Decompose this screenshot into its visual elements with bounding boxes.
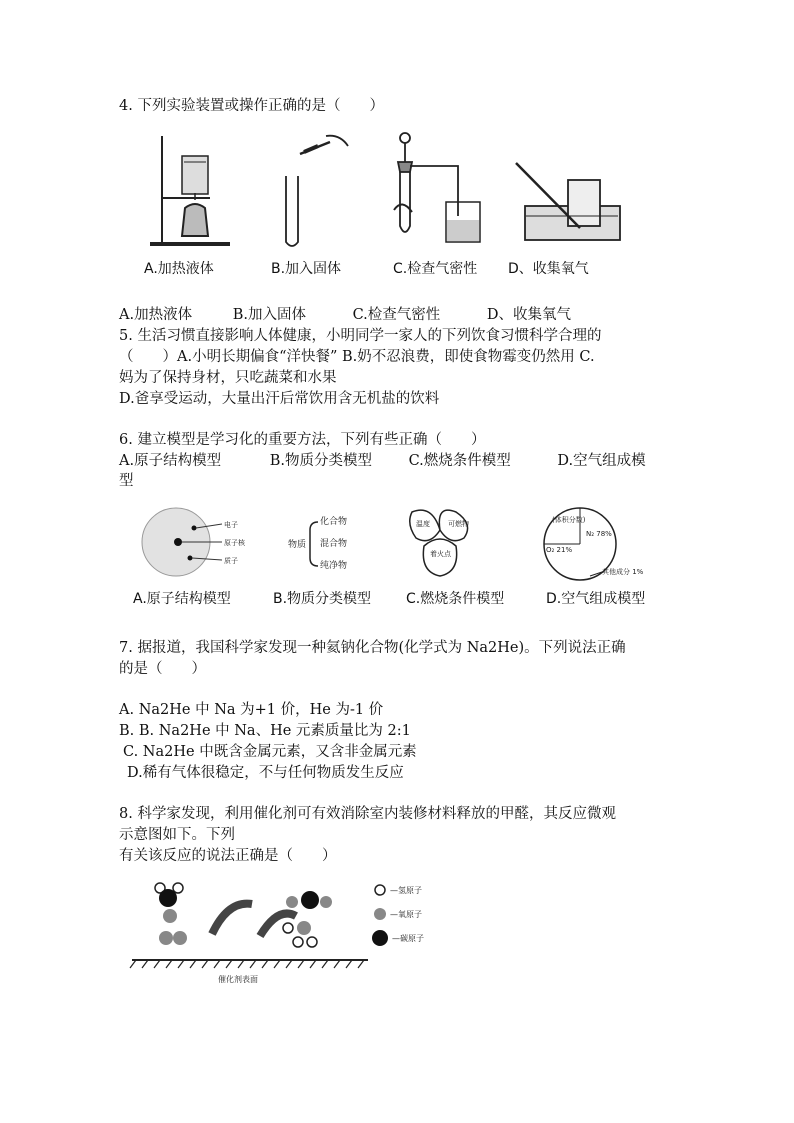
apparatus-airtightness (394, 133, 480, 242)
q6-option-b: B.物质分类模型 (269, 453, 372, 469)
svg-text:混合物: 混合物 (320, 539, 348, 549)
svg-text:其他成分 1%: 其他成分 1% (602, 568, 644, 576)
svg-text:(体积分数): (体积分数) (552, 516, 586, 524)
q6-options (119, 451, 646, 471)
q6-option-c: C.燃烧条件模型 (408, 453, 511, 469)
q4-caption-a: A.加热液体 (144, 261, 214, 277)
svg-text:—氧原子: —氧原子 (390, 910, 422, 919)
svg-text:着火点: 着火点 (430, 550, 451, 558)
q4-figure (140, 128, 640, 253)
q4-option-d: D、收集氧气 (486, 307, 572, 323)
q4-option-a: A.加热液体 (119, 307, 193, 323)
q7-option-a: A. Na2He 中 Na 为+1 价，He 为-1 价 (119, 702, 384, 718)
apparatus-collect-oxygen (516, 163, 620, 240)
q6-caption-b: B.物质分类模型 (273, 591, 372, 607)
svg-text:—碳原子: —碳原子 (392, 934, 424, 943)
svg-text:—氢原子: —氢原子 (390, 886, 422, 895)
q8-line2: 示意图如下。下列 (119, 827, 235, 843)
q7-option-c: C. Na2He 中既含金属元素，又含非金属元素 (123, 744, 417, 760)
q7-option-b: B. B. Na2He 中 Na、He 元素质量比为 2:1 (119, 723, 411, 739)
q4-caption-b: B.加入固体 (271, 261, 342, 277)
q8-line3: 有关该反应的说法正确是（ ） (119, 848, 337, 864)
q7-line1: 7. 据报道，我国科学家发现一种氦钠化合物(化学式为 Na2He)。下列说法正确 (119, 640, 626, 656)
svg-text:O₂ 21%: O₂ 21% (546, 546, 573, 554)
q6-caption-a: A.原子结构模型 (133, 591, 231, 607)
air-composition-pie (544, 508, 644, 580)
q7-option-d: D.稀有气体很稳定，不与任何物质发生反应 (127, 765, 404, 781)
q5-line3: 妈为了保持身材，只吃蔬菜和水果 (119, 370, 337, 386)
q8-reaction-diagram (128, 876, 468, 988)
svg-text:原子核: 原子核 (224, 539, 245, 547)
svg-text:N₂ 78%: N₂ 78% (586, 530, 612, 538)
q7-line2: 的是（ ） (119, 661, 206, 677)
svg-text:纯净物: 纯净物 (320, 561, 348, 571)
q4-caption-c: C.检查气密性 (393, 261, 478, 277)
svg-text:可燃物: 可燃物 (448, 520, 469, 528)
q5-line2: （ ）A.小明长期偏食“洋快餐” B.奶不忍浪费，即使食物霉变仍然用 C. (119, 349, 595, 365)
apparatus-adding-solid (286, 136, 348, 246)
q4-option-c: C.检查气密性 (352, 307, 441, 323)
svg-text:电子: 电子 (224, 521, 238, 529)
formaldehyde-molecule (155, 883, 183, 923)
q5-line4: D.爸享受运动，大量出汗后常饮用含无机盐的饮料 (119, 391, 440, 407)
q4-question: 4. 下列实验装置或操作正确的是（ ） (119, 98, 384, 114)
q6-caption-c: C.燃烧条件模型 (406, 591, 505, 607)
atom-model (142, 508, 246, 576)
svg-text:质子: 质子 (224, 557, 238, 565)
classification-model (288, 515, 347, 571)
svg-text:温度: 温度 (416, 520, 430, 528)
q6-question: 6. 建立模型是学习化的重要方法，下列有些正确（ ） (119, 432, 486, 448)
svg-text:催化剂表面: 催化剂表面 (218, 975, 258, 984)
q4-caption-d: D、收集氧气 (508, 261, 589, 277)
q6-option-d: D.空气组成模 (557, 453, 646, 469)
q8-line1: 8. 科学家发现，利用催化剂可有效消除室内装修材料释放的甲醛，其反应微观 (119, 806, 616, 822)
q4-options (119, 305, 571, 325)
q6-caption-d: D.空气组成模型 (546, 591, 646, 607)
combustion-model (410, 510, 469, 576)
q6-figure (140, 500, 660, 585)
svg-text:化合物: 化合物 (320, 517, 348, 527)
q6-option-a: A.原子结构模型 (119, 453, 222, 469)
q4-option-b: B.加入固体 (232, 307, 306, 323)
apparatus-heating-liquid (150, 136, 230, 244)
q6-options-wrap: 型 (119, 473, 134, 489)
q5-line1: 5. 生活习惯直接影响人体健康，小明同学一家人的下列饮食习惯科学合理的 (119, 328, 602, 344)
atom-legend (372, 885, 424, 946)
svg-text:物质: 物质 (288, 540, 307, 550)
